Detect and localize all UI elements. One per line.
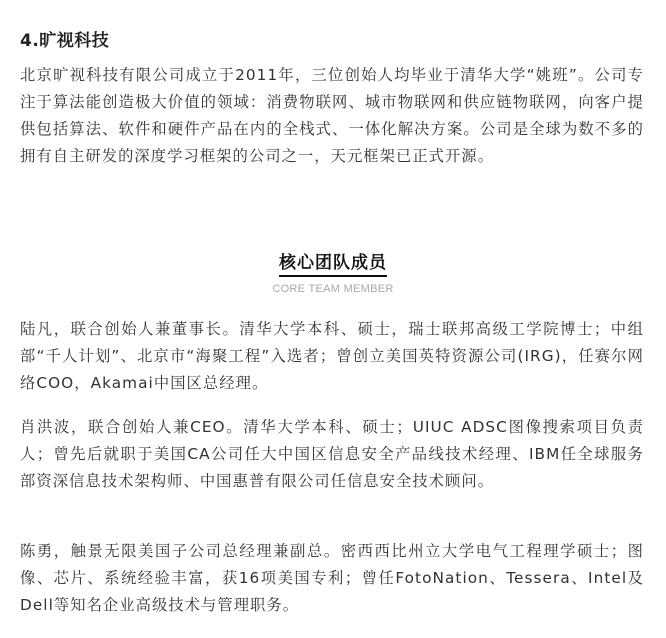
team-member-paragraph: 陆凡，联合创始人兼董事长。清华大学本科、硕士，瑞士联邦高级工学院博士；中组部“千人计划”、北京市“海聚工程”入选者；曾创立美国英特资源公司(IRG)，任赛尔网络COO，Akamai中国区总经理。 <box>20 320 644 392</box>
section-title: 4.旷视科技 <box>20 31 110 51</box>
company-intro-paragraph: 北京旷视科技有限公司成立于2011年，三位创始人均毕业于清华大学“姚班”。公司专注于算法能创造极大价值的领域：消费物联网、城市物联网和供应链物联网，向客户提供包括算法、软件和硬件产品在内的全栈式、一体化解决方案。公司是全球为数不多的拥有自主研发的深度学习框架的公司之一，天元框架已正式开源。 <box>20 66 644 165</box>
team-subtitle: CORE TEAM MEMBER <box>272 283 394 295</box>
team-member-paragraph: 肖洪波，联合创始人兼CEO。清华大学本科、硕士；UIUC ADSC图像搜索项目负责人；曾先后就职于美国CA公司任大中国区信息安全产品线技术经理、IBM任全球服务部资深信息技术架构师、中国惠普有限公司任信息安全技术顾问。 <box>20 418 644 490</box>
team-member-paragraph: 陈勇，触景无限美国子公司总经理兼副总。密西西比州立大学电气工程理学硕士；图像、芯片、系统经验丰富，获16项美国专利；曾任FotoNation、Tessera、Intel及Dell等知名企业高级技术与管理职务。 <box>20 542 644 614</box>
team-title: 核心团队成员 <box>279 248 387 277</box>
team-heading <box>0 248 666 277</box>
